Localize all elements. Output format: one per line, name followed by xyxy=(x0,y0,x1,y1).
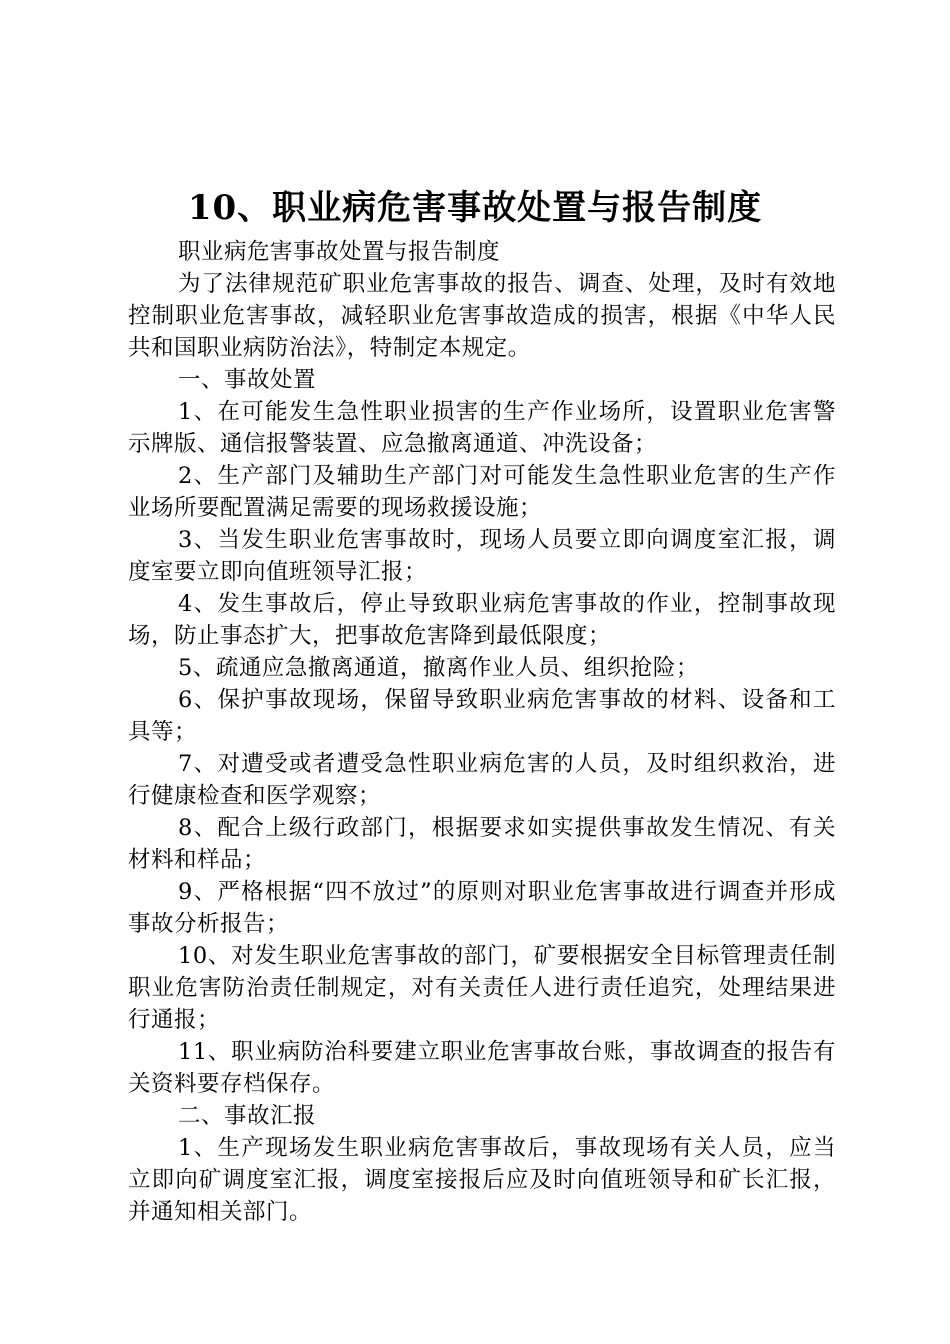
paragraph-subtitle: 职业病危害事故处置与报告制度 xyxy=(178,239,501,265)
paragraph-item-5: 5、疏通应急撤离通道，撤离作业人员、组织抢险； xyxy=(178,655,699,681)
paragraph-item-3: 3、当发生职业危害事故时，现场人员要立即向调度室汇报，调度室要立即向值班领导汇报； xyxy=(128,527,836,585)
paragraph-item-6: 6、保护事故现场，保留导致职业病危害事故的材料、设备和工具等； xyxy=(128,687,836,745)
paragraph-item-1: 1、在可能发生急性职业损害的生产作业场所，设置职业危害警示牌版、通信报警装置、应急撤离通道、冲洗设备； xyxy=(128,399,836,457)
paragraph-item-4: 4、发生事故后，停止导致职业病危害事故的作业，控制事故现场，防止事态扩大，把事故危害降到最低限度； xyxy=(128,591,836,649)
paragraph-intro: 为了法律规范矿职业危害事故的报告、调查、处理，及时有效地控制职业危害事故，减轻职业危害事故造成的损害，根据《中华人民共和国职业病防治法》，特制定本规定。 xyxy=(128,271,836,361)
paragraph-item-7: 7、对遭受或者遭受急性职业病危害的人员，及时组织救治，进行健康检查和医学观察； xyxy=(128,751,836,809)
paragraph-item-2: 2、生产部门及辅助生产部门对可能发生急性职业危害的生产作业场所要配置满足需要的现场救援设施； xyxy=(128,463,836,521)
section-heading-incident-reporting: 二、事故汇报 xyxy=(178,1103,317,1129)
document-title: 10、职业病危害事故处置与报告制度 xyxy=(187,188,763,228)
paragraph-item-9: 9、严格根据“四不放过”的原则对职业危害事故进行调查并形成事故分析报告； xyxy=(128,879,836,937)
paragraph-report-item-1: 1、生产现场发生职业病危害事故后，事故现场有关人员，应当立即向矿调度室汇报，调度室接报后应及时向值班领导和矿长汇报，并通知相关部门。 xyxy=(128,1135,836,1225)
paragraph-item-10: 10、对发生职业危害事故的部门，矿要根据安全目标管理责任制职业危害防治责任制规定，对有关责任人进行责任追究，处理结果进行通报； xyxy=(128,943,836,1033)
section-heading-incident-handling: 一、事故处置 xyxy=(178,367,317,393)
paragraph-item-8: 8、配合上级行政部门，根据要求如实提供事故发生情况、有关材料和样品； xyxy=(128,815,836,873)
document-body xyxy=(128,236,836,1228)
paragraph-item-11: 11、职业病防治科要建立职业危害事故台账，事故调查的报告有关资料要存档保存。 xyxy=(128,1039,836,1097)
